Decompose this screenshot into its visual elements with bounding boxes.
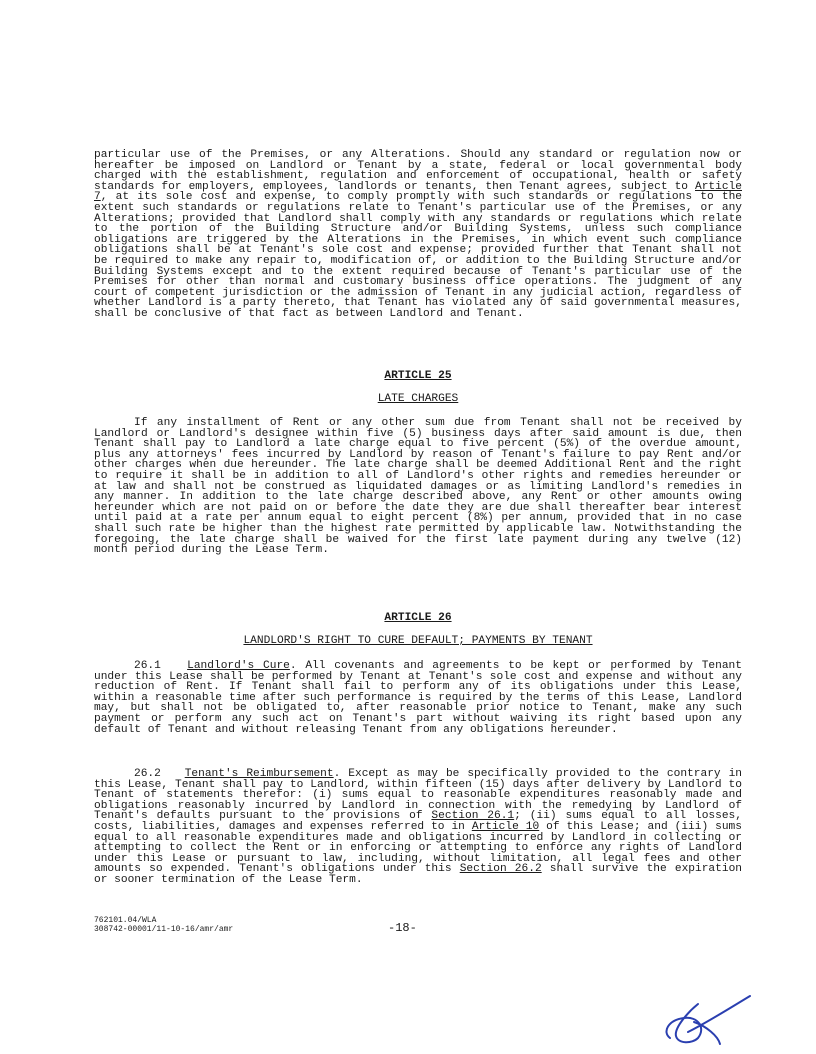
signature-initials bbox=[658, 992, 754, 1048]
paragraph-late-charges: If any installment of Rent or any other sum due from Tenant shall not be received by Landlord or Landlord's designee within five (5) business days after said amount is due, then Tenant shall pay to Landlord a late charge equal to five percent (5%) of the overdue amount, plus any attorneys' fees incurred by Landlord by reason of Tenant's failure to pay Rent and/or other charges when due hereunder. The late charge shall be deemed Additional Rent and the right to require it shall be in addition to all of Landlord's other rights and remedies hereunder or at law and shall not be construed as liquidated damages or as limiting Landlord's remedies in any manner. In addition to the late charge described above, any Rent or other amounts owing hereunder which are not paid on or before the date they are due shall thereafter bear interest until paid at a rate per annum equal to eight percent (8%) per annum, provided that in no case shall such rate be higher than the highest rate permitted by applicable law. Notwithstanding the foregoing, the late charge shall be waived for the first late payment during any twelve (12) month period during the Lease Term. bbox=[94, 417, 742, 557]
section-26-1-reference: Section 26.1 bbox=[431, 810, 515, 823]
section-26-2-reference: Section 26.2 bbox=[459, 863, 542, 876]
section-26-1-title: Landlord's Cure bbox=[187, 660, 290, 672]
section-26-1: 26.1 Landlord's Cure. All covenants and agreements to be kept or performed by Tenant under this Lease shall be performed by Tenant at Tenant's sole cost and expense and without any reduction of Rent. If Tenant shall fail to perform any of its obligations under this Lease, within a reasonable time after such performance is required by the terms of this Lease, Landlord may, but shall not be obligated to, after reasonable prior notice to Tenant, make any such payment or perform any such act on Tenant's part without waiving its right based upon any default of Tenant and without releasing Tenant from any obligations hereunder. bbox=[94, 660, 742, 736]
article-25-heading: ARTICLE 25 bbox=[384, 370, 452, 382]
article-10-reference: Article 10 bbox=[471, 820, 540, 833]
section-26-2: 26.2 Tenant's Reimbursement. Except as may be specifically provided to the contrary in this Lease, Tenant shall pay to Landlord, within fifteen (15) days after delivery by Landlord to Tenant of statements therefor: (i) sums equal to reasonable expenditures reasonably made and obligations reasonably incurred by Landlord in connection with the remedying by Landlord of Tenant's defaults pursuant to the provisions of Section 26.1; (ii) sums equal to all losses, costs, liabilities, damages and expenses referred to in Article 10 of this Lease; and (iii) sums equal to all reasonable expenditures made and obligations incurred by Landlord in collecting or attempting to collect the Rent or in enforcing or attempting to enforce any rights of Landlord under this Lease or pursuant to law, including, without limitation, all legal fees and other amounts so expended. Tenant's obligations under this Section 26.2 shall survive the expiration or sooner termination of the Lease Term. bbox=[94, 768, 742, 886]
page-number: -18- bbox=[388, 921, 417, 935]
article-7-reference: Article 7 bbox=[94, 180, 742, 204]
document-id: 762101.04/WLA 308742-00001/11-10-16/amr/amr bbox=[94, 916, 234, 934]
article-26-heading: ARTICLE 26 bbox=[384, 612, 452, 624]
section-26-2-title: Tenant's Reimbursement bbox=[184, 768, 334, 780]
paragraph-compliance: particular use of the Premises, or any Alterations. Should any standard or regulation now or hereafter be imposed on Landlord or Tenant by a state, federal or local governmental body charged with the establishment, regulation and enforcement of occupational, health or safety standards for employers, employees, landlords or tenants, then Tenant agrees, subject to Article 7, at its sole cost and expense, to comply promptly with such standards or regulations to the extent such standards or regulations relate to Tenant's particular use of the Premises, or any Alterations; provided that Landlord shall comply with any standards or regulations which relate to the portion of the Building Structure and/or Building Systems, unless such compliance obligations are triggered by the Alterations in the Premises, in which event such compliance obligations shall be at Tenant's sole cost and expense; provided further that Tenant shall not be required to make any repair to, modification of, or addition to the Building Structure and/or Building Systems except and to the extent required because of Tenant's particular use of the Premises for other than normal and customary business office operations. The judgment of any court of competent jurisdiction or the admission of Tenant in any judicial action, regardless of whether Landlord is a party thereto, that Tenant has violated any of said governmental measures, shall be conclusive of that fact as between Landlord and Tenant. bbox=[94, 149, 742, 320]
article-25-title: LATE CHARGES bbox=[377, 393, 459, 405]
article-26-title: LANDLORD'S RIGHT TO CURE DEFAULT; PAYMENTS BY TENANT bbox=[243, 635, 593, 647]
